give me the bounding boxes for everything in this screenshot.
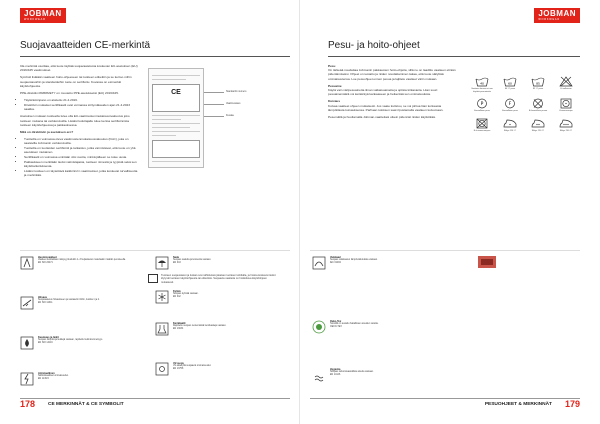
care-symbol <box>468 118 496 133</box>
care-symbol <box>468 98 496 113</box>
care-symbol <box>468 76 496 93</box>
care-symbol-label: Kuivausrumpu <box>559 110 573 113</box>
page-title: Suojavaatteiden CE-merkintä <box>20 40 151 51</box>
care-text: Pesu On tärkeää noudattaa Jobmanin pakkausten hoito-ohjeita, sillä ne on laadittu vaatteen eliniän pidentämiseksi. Ohjeet on testattu ja niiden noudattaminen takaa, että tuote säilyttää ominaisuutensa. Lue pesuohjeet ennen pesua ja lajittele vaatteet värin mukaan. Pesuaine Käytä vain väripesuainetta ilman valkaisuaineita ja optisia kirkasteita. Liian suuri pesuainemäärä voi kerääntyä kankaaseen ja heikentää sen ominaisuuksia. Kuivaus Kuivaa vaatteet ohjeen mukaisesti. Jos vaate kutistuu, se voi johtua liian korkeasta lämpötilasta kuivauksessa. Parhaan tuloksen saat ripustamalla vaatteen kuivumaan. Pesemällä ja huoltamalla Jobman-vaatteitasi oikein pidennät niiden käyttöikää. <box>328 64 456 120</box>
callout-icon: Kuvake <box>226 114 234 117</box>
title-rule <box>328 56 580 57</box>
care-symbol-label: Kemiallinen pesu <box>474 110 490 113</box>
care-symbol <box>496 118 524 133</box>
flame-icon <box>20 336 34 350</box>
chemical-icon <box>155 322 169 336</box>
hi-vis-icon <box>20 256 34 270</box>
uv-icon <box>155 362 169 376</box>
bullet-list-1: • Täytäntöönpano on aloitettu 21.4.2016. • Direktiivin mukaiset sertifikaatit ovat voimassa siirtymäkauden ajan 21.4.2023 saakka. <box>24 98 140 111</box>
svg-text:F: F <box>508 102 512 108</box>
rain-icon <box>155 256 169 270</box>
care-symbol <box>524 118 552 133</box>
title-rule <box>20 56 290 57</box>
iron-med-icon <box>531 118 545 129</box>
care-symbol <box>552 118 580 133</box>
wash-60-icon <box>503 76 517 87</box>
bullet-list-2: • Tuotteilla on voimassa oleva vaatimustenmukaisuusvakuutus (DoC), joka on saatavilla Jobmanin verkkosivuilta. • Tuotteilla on tuotteiden sertifiointi ja tarkastus, jotka varmistavat, että tuote on yhä asetuksen mukainen. • Sertifikaatti on voimassa enintään viisi vuotta, minkä jälkeen se tulee uusia. • Pakkaukseen merkitään tiedot valmistajasta, tuotteen nimestä ja tyypistä sekä sen käyttötarkoituksesta. • Lisäksi tuotteen on täytettävä kaikki EU:n vaatimukset, jotka koskevat turvallisuutta ja merkintää. <box>24 137 140 177</box>
care-symbol-label: Ei kuivausrumpua <box>473 129 491 132</box>
svg-text:85: 85 <box>536 81 540 86</box>
certificate-box <box>152 84 200 112</box>
symbol-oeko-tex: Oeko-Tex Tekstiilit on testattu haitallisten aineiden varalta. OEKO-TEX <box>312 320 447 334</box>
symbol-swatch <box>478 256 580 268</box>
footer-label: PESUOHJEET & MERKINNÄT <box>484 402 552 407</box>
care-symbol-label: 85 °C pesu <box>532 88 544 90</box>
symbol-arc: Valokaari Suojaus valokaaren lämpövaikutuksia vastaan. IEC 61482 <box>312 256 447 270</box>
no-bleach-icon <box>559 76 573 87</box>
antistatic-icon <box>20 372 34 386</box>
care-symbol-label: Ei kemiallista pesua <box>528 110 548 113</box>
page-right <box>300 0 600 424</box>
care-symbol-grid <box>468 76 580 132</box>
page-number: 178 <box>20 399 36 409</box>
no-dry-clean-icon <box>531 98 545 109</box>
no-tumble-dry-icon <box>475 118 489 129</box>
symbol-hygiene: Hygienia Suojaus tartuntavaarallisia aineita vastaan. EN 14126 <box>312 368 447 382</box>
care-symbol-label: Silitys 150 °C <box>531 129 545 132</box>
intro-text: CE-merkintä osoittaa, että tuote täyttää suojavaatetusta koskevan EU-asetuksen (EU) 2016/425 vaatimukset. Symboli lisätään vaatteen hoito-ohjeeseen tai tuotteen etikettiin ja se kertoo mihin suojaustasoihin ja standardeihin tuote on sertifioitu. Kuvassa on esimerkki käyttöohjeesta. PPE-direktiivi 89/686/ETY on muutettu PPE-asetukseksi (EU) 2016/425. • Täytäntöönpano on aloitettu 21.4.2016. • Direktiivin mukaiset sertifikaatit ovat voimassa siirtymäkauden ajan 21.4.2023 saakka. Asetuksen mukaan tuotteella tulee olla EU-vaatimustenmukaisuusvakuutus joko tuotteen mukana tai verkkosivuilla. Lisäksi kuluttajalle tulee kertoa sertifioinnista tuotteen käyttöohjeessa ja pakkauksessa. Mitä on direktiivin ja asetuksen ero? • Tuotteilla on voimassa oleva vaatimustenmukaisuusvakuutus (DoC), joka on saatavilla Jobmanin verkkosivuilta. • Tuotteilla on tuotteiden sertifiointi ja tarkastus, jotka varmistavat, että tuote on yhä asetuksen mukainen. • Sertifikaatti on voimassa enintään viisi vuotta, minkä jälkeen se tulee uusia. • Pakkaukseen merkitään tiedot valmistajasta, tuotteen nimestä ja tyypistä sekä sen käyttötarkoituksesta. • Lisäksi tuotteen on täytettävä kaikki EU:n vaatimukset, jotka koskevat turvallisuutta ja merkintää. <box>20 64 140 180</box>
iron-high-icon <box>559 118 573 129</box>
jobman-logo: JOBMAN WORKWEAR <box>20 8 66 23</box>
oeko-tex-icon <box>312 320 326 334</box>
care-symbol-label: Kemiallinen pesu <box>502 110 518 113</box>
symbol-chemical: Kemikaalit Rajoitettu suojaus nestemäisiä kemikaaleja vastaan. EN 13034 <box>155 322 290 336</box>
certificate-example <box>148 68 204 168</box>
jobman-logo: JOBMAN WORKWEAR <box>534 8 580 23</box>
subhead: Mitä on direktiivin ja asetuksen ero? <box>20 130 74 135</box>
wash-85-icon <box>531 76 545 87</box>
care-symbol-label: Ei valkaisua <box>560 88 572 90</box>
hygiene-icon <box>312 368 326 382</box>
arc-icon <box>312 256 326 270</box>
callout-level: Vaatimustaso <box>226 102 241 105</box>
page-title: Pesu- ja hoito-ohjeet <box>328 40 420 51</box>
svg-text:40: 40 <box>480 81 484 86</box>
symbol-flame: Kuumuus ja liekit Suojaus lämpöä ja liekkejä vastaan, rajoitettu liekinlevinneisyys. EN ISO 14116 <box>20 336 145 350</box>
symbol-antistatic: Antistaattinen Sähköstaattiset ominaisuudet. EN 1149-5 <box>20 372 145 386</box>
care-symbol-label: 60 °C pesu <box>504 88 516 90</box>
care-symbol-label: Vaatteen kanssa ei saa käyttää pesuaineita <box>471 88 493 93</box>
book-icon <box>148 274 158 283</box>
care-symbol <box>524 76 552 93</box>
footer-label: CE MERKINNÄT & CE SYMBOLIT <box>48 402 124 407</box>
care-symbol-label: Silitys 200 °C <box>559 129 573 132</box>
symbol-cold: Kylmä Suojaus kylmää vastaan. EN 342 <box>155 290 290 304</box>
dry-clean-f-icon <box>503 98 517 109</box>
wash-40-icon <box>475 76 489 87</box>
care-symbol <box>552 76 580 93</box>
symbol-hi-vis: Huomiovaatteet Vaatteet luokitellaan näkyvyysluokkiin 1–3 heijastavan materiaalin määrän perusteella. EN ISO 20471 <box>20 256 145 270</box>
fabric-swatch-icon <box>478 256 496 268</box>
callout-standard: Standardin numero <box>226 90 247 93</box>
symbol-welding: Hitsaus Suojavaatetus hitsaukseen ja vastaaviin töihin, luokka 1 ja 2. EN ISO 11611 <box>20 296 145 310</box>
symbol-uv: UV-suoja UV-säteilyltä suojaavat ominaisuudet. EN 13758 <box>155 362 290 376</box>
iron-low-icon <box>503 118 517 129</box>
svg-text:60: 60 <box>508 81 512 86</box>
dry-clean-p-icon <box>475 98 489 109</box>
symbol-rain: Sade Suojaus sadetta ja kosteutta vastaan. EN 343 <box>155 256 290 270</box>
care-symbol-label: Silitys 110 °C <box>503 129 517 132</box>
tumble-dry-low-icon <box>559 98 573 109</box>
care-symbol <box>496 76 524 93</box>
care-symbol <box>524 98 552 113</box>
note-box: Tuotteen suojaustasot ja luokat ovat nähtävissä jokaisen tuotteen kohdalla, ja hoitoa koskevat tiedot löytyvät tuotteen käyttöohjeesta tai etiketistä. Suojaavia vaatteita on hoidettava käyttöohjeen mukaisesti. <box>148 274 278 284</box>
page-number: 179 <box>564 399 580 409</box>
welding-icon <box>20 296 34 310</box>
care-symbol <box>552 98 580 113</box>
ce-mark: CE <box>171 89 181 96</box>
care-symbol <box>496 98 524 113</box>
cold-icon <box>155 290 169 304</box>
svg-text:P: P <box>480 102 484 108</box>
